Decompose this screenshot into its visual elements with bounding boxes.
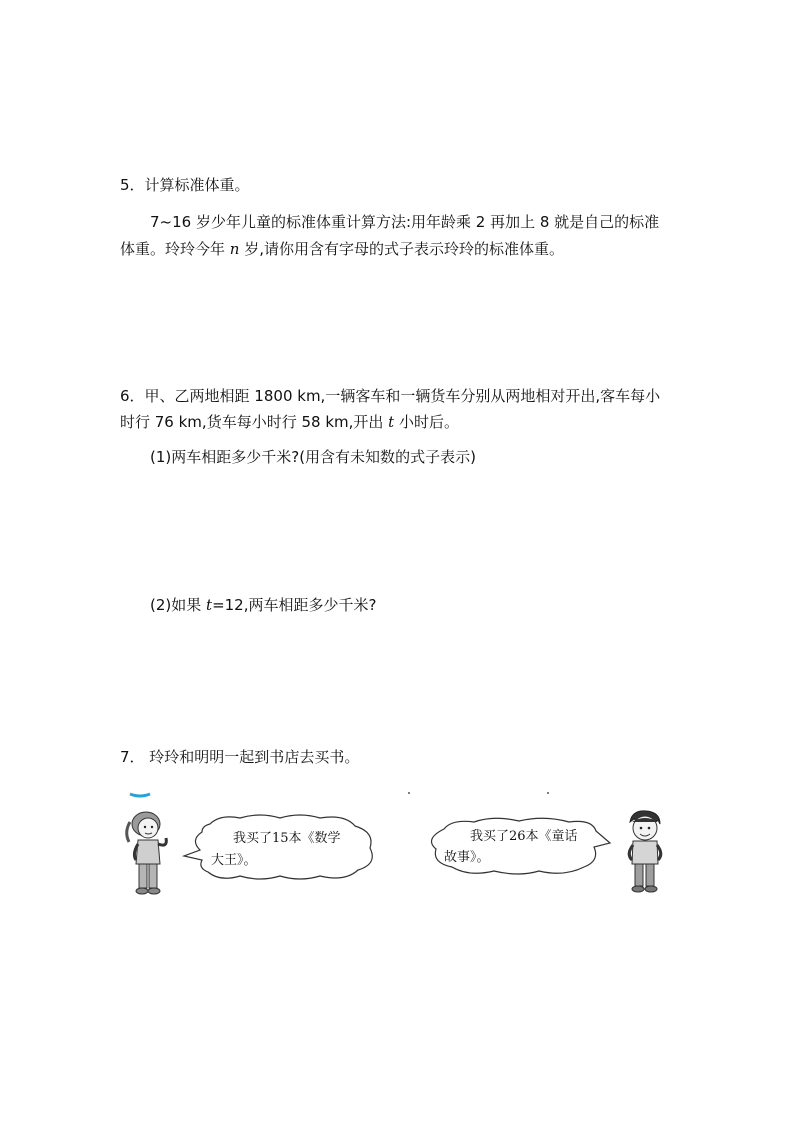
- q5-text-line1: 7~16 岁少年儿童的标准体重计算方法:用年龄乘 2 再加上 8 就是自己的标准: [150, 213, 660, 231]
- q6-text-line1: 6．甲、乙两地相距 1800 km,一辆客车和一辆货车分别从两地相对开出,客车每小: [120, 387, 661, 405]
- girl-bubble-line1: 我买了15本《数学: [233, 831, 341, 846]
- q6-line2-part-b: 小时后。: [394, 413, 459, 431]
- q6-sub2-variable-t: t: [206, 596, 213, 614]
- q5-text-line2: [120, 239, 564, 259]
- q6-sub2-part-a: (2)如果: [150, 596, 207, 614]
- q5-line2-part-a: 体重。玲玲今年: [120, 240, 230, 258]
- q5-title: 5．计算标准体重。: [120, 176, 250, 194]
- q5-variable-n: n: [229, 240, 240, 258]
- illustration-blue-mark: [128, 790, 152, 798]
- q6-line2-part-a: 时行 76 km,货车每小时行 58 km,开出: [120, 413, 389, 431]
- boy-bubble-line2: 故事》。: [444, 850, 490, 865]
- q6-subquestion-2: [150, 595, 376, 615]
- boy-bubble-line1: 我买了26本《童话: [470, 829, 578, 844]
- girl-bubble-line2: 大王》。: [211, 853, 257, 868]
- q6-text-line2: [120, 412, 459, 432]
- q7-title: 7． 玲玲和明明一起到书店去买书。: [120, 748, 360, 766]
- q6-subquestion-1: (1)两车相距多少千米?(用含有未知数的式子表示): [150, 448, 476, 466]
- girl-figure-icon: [124, 808, 174, 896]
- q5-line2-part-b: 岁,请你用含有字母的式子表示玲玲的标准体重。: [239, 240, 564, 258]
- q6-sub2-part-b: =12,两车相距多少千米?: [212, 596, 377, 614]
- illustration-dots: [405, 790, 555, 796]
- q6-variable-t: t: [388, 413, 395, 431]
- boy-figure-icon: [620, 808, 668, 894]
